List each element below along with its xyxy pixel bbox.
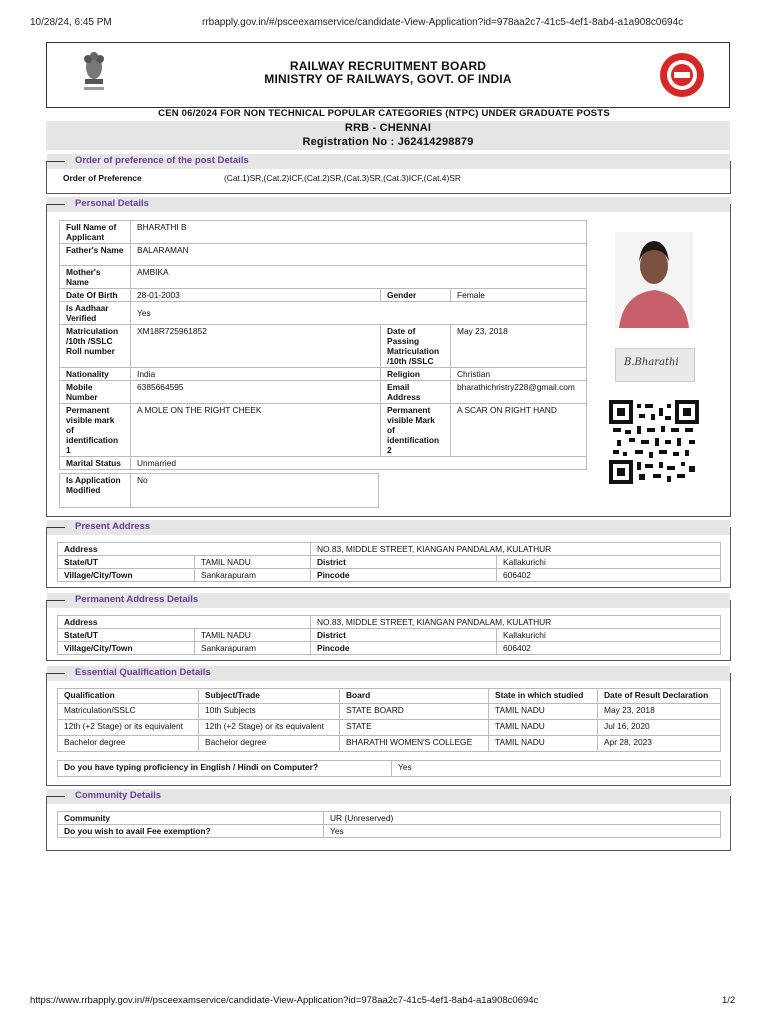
preference-value: (Cat.1)SR,(Cat.2)ICF,(Cat.2)SR,(Cat.3)SR,(Cat.3)ICF,(Cat.4)SR	[224, 173, 461, 183]
matric-label: Matriculation /10th /SSLC Roll number	[60, 325, 131, 368]
cen-title: CEN 06/2024 FOR NON TECHNICAL POPULAR CATEGORIES (NTPC) UNDER GRADUATE POSTS	[158, 108, 610, 119]
permanent-district-value: Kallakurichi	[497, 629, 721, 642]
qual-cell: May 23, 2018	[598, 704, 721, 720]
qualification-title: Essential Qualification Details	[75, 667, 211, 678]
qualification-table	[57, 688, 721, 752]
qual-cell: BHARATHI WOMEN'S COLLEGE	[340, 736, 489, 752]
present-district-value: Kallakurichi	[497, 556, 721, 569]
community-section	[46, 790, 731, 851]
table-row	[58, 736, 721, 752]
community-table	[57, 811, 721, 838]
gender-value: Female	[451, 289, 587, 302]
permanent-state-label: State/UT	[58, 629, 195, 642]
applicant-photo	[615, 232, 693, 328]
present-address-label: Address	[58, 543, 311, 556]
qual-cell: STATE BOARD	[340, 704, 489, 720]
table-row	[58, 720, 721, 736]
passing-date-label: Date of Passing Matriculation /10th /SSLC	[381, 325, 451, 368]
mark2-value: A SCAR ON RIGHT HAND	[451, 404, 587, 457]
print-page-number: 1/2	[722, 995, 736, 1006]
permanent-village-label: Village/City/Town	[58, 642, 195, 655]
mark1-value: A MOLE ON THE RIGHT CHEEK	[131, 404, 381, 457]
fee-exemption-value: Yes	[324, 825, 721, 838]
qual-cell: TAMIL NADU	[489, 704, 598, 720]
qual-cell: Jul 16, 2020	[598, 720, 721, 736]
board-title: RAILWAY RECRUITMENT BOARD	[289, 59, 487, 73]
permanent-address-table	[57, 615, 721, 655]
railway-logo-icon	[658, 51, 706, 99]
permanent-address-value: NO.83, MIDDLE STREET, KIANGAN PANDALAM, KULATHUR	[311, 616, 721, 629]
email-label: Email Address	[381, 381, 451, 404]
present-address-table	[57, 542, 721, 582]
mark2-label: Permanent visible Mark of identification 2	[381, 404, 451, 457]
nationality-value: India	[131, 368, 381, 381]
present-village-value: Sankarapuram	[195, 569, 311, 582]
print-datetime: 10/28/24, 6:45 PM	[30, 17, 112, 28]
present-pincode-value: 606402	[497, 569, 721, 582]
signature-image	[615, 348, 695, 382]
present-district-label: District	[311, 556, 497, 569]
present-address-title: Present Address	[75, 521, 151, 532]
table-row	[58, 704, 721, 720]
rrb-name: RRB - CHENNAI	[344, 122, 432, 134]
matric-value: XM18R725961852	[131, 325, 381, 368]
mother-value: AMBIKA	[131, 266, 587, 289]
ministry-title: MINISTRY OF RAILWAYS, GOVT. OF INDIA	[264, 72, 512, 86]
email-value: bharathichristry228@gmail.com	[451, 381, 587, 404]
modified-label: Is Application Modified	[60, 474, 131, 508]
religion-value: Christian	[451, 368, 587, 381]
qual-cell: Bachelor degree	[199, 736, 340, 752]
rrb-banner	[46, 121, 730, 150]
mother-label: Mother's Name	[60, 266, 131, 289]
qual-cell: TAMIL NADU	[489, 720, 598, 736]
fee-exemption-label: Do you wish to avail Fee exemption?	[58, 825, 324, 838]
present-state-value: TAMIL NADU	[195, 556, 311, 569]
personal-table	[59, 220, 587, 470]
qual-cell: 12th (+2 Stage) or its equivalent	[199, 720, 340, 736]
present-address-value: NO.83, MIDDLE STREET, KIANGAN PANDALAM, KULATHUR	[311, 543, 721, 556]
permanent-address-title: Permanent Address Details	[75, 594, 199, 605]
name-value: BHARATHI B	[131, 221, 587, 244]
preference-section	[46, 155, 731, 194]
registration-number: Registration No : J62414298879	[302, 136, 474, 148]
qual-header-qualification: Qualification	[58, 689, 199, 704]
community-title: Community Details	[75, 790, 162, 801]
marital-label: Marital Status	[60, 457, 131, 470]
qual-cell: 12th (+2 Stage) or its equivalent	[58, 720, 199, 736]
passing-date-value: May 23, 2018	[451, 325, 587, 368]
present-village-label: Village/City/Town	[58, 569, 195, 582]
modified-value: No	[131, 474, 379, 508]
personal-section	[46, 198, 731, 517]
personal-title: Personal Details	[75, 198, 149, 209]
header-box	[46, 42, 730, 108]
name-label: Full Name of Applicant	[60, 221, 131, 244]
qual-cell: 10th Subjects	[199, 704, 340, 720]
mobile-label: Mobile Number	[60, 381, 131, 404]
present-address-section	[46, 521, 731, 588]
qual-header-board: Board	[340, 689, 489, 704]
permanent-pincode-label: Pincode	[311, 642, 497, 655]
permanent-pincode-value: 606402	[497, 642, 721, 655]
father-label: Father's Name	[60, 244, 131, 266]
preference-title: Order of preference of the post Details	[75, 155, 249, 166]
present-pincode-label: Pincode	[311, 569, 497, 582]
qual-header-date: Date of Result Declaration	[598, 689, 721, 704]
mark1-label: Permanent visible mark of identification 1	[60, 404, 131, 457]
community-value: UR (Unreserved)	[324, 812, 721, 825]
qual-header-subject: Subject/Trade	[199, 689, 340, 704]
nationality-label: Nationality	[60, 368, 131, 381]
mobile-value: 6385664595	[131, 381, 381, 404]
permanent-address-section	[46, 594, 731, 661]
qual-cell: TAMIL NADU	[489, 736, 598, 752]
dob-value: 28-01-2003	[131, 289, 381, 302]
religion-label: Religion	[381, 368, 451, 381]
typing-value: Yes	[392, 761, 721, 777]
father-value: BALARAMAN	[131, 244, 587, 266]
qual-cell: Matriculation/SSLC	[58, 704, 199, 720]
gender-label: Gender	[381, 289, 451, 302]
present-state-label: State/UT	[58, 556, 195, 569]
permanent-state-value: TAMIL NADU	[195, 629, 311, 642]
qual-header-state: State in which studied	[489, 689, 598, 704]
print-url-bottom: https://www.rrbapply.gov.in/#/psceexamservice/candidate-View-Application?id=978aa2c7-41c5-4ef1-8ab4-a1a908c0694c	[30, 995, 539, 1006]
aadhaar-label: Is Aadhaar Verified	[60, 302, 131, 325]
permanent-address-label: Address	[58, 616, 311, 629]
permanent-district-label: District	[311, 629, 497, 642]
qualification-section	[46, 667, 731, 786]
aadhaar-value: Yes	[131, 302, 587, 325]
permanent-village-value: Sankarapuram	[195, 642, 311, 655]
marital-value: Unmarried	[131, 457, 587, 470]
qr-code	[609, 400, 699, 484]
qual-cell: Apr 28, 2023	[598, 736, 721, 752]
signature-text: B.Bharathi	[624, 357, 679, 368]
modified-table	[59, 473, 379, 508]
dob-label: Date Of Birth	[60, 289, 131, 302]
typing-table	[57, 760, 721, 777]
preference-label: Order of Preference	[63, 173, 142, 183]
print-url-top: rrbapply.gov.in/#/psceexamservice/candidate-View-Application?id=978aa2c7-41c5-4ef1-8ab4-a1a908c0694c	[202, 17, 684, 28]
community-label: Community	[58, 812, 324, 825]
qual-cell: Bachelor degree	[58, 736, 199, 752]
typing-label: Do you have typing proficiency in English / Hindi on Computer?	[58, 761, 392, 777]
qual-cell: STATE	[340, 720, 489, 736]
